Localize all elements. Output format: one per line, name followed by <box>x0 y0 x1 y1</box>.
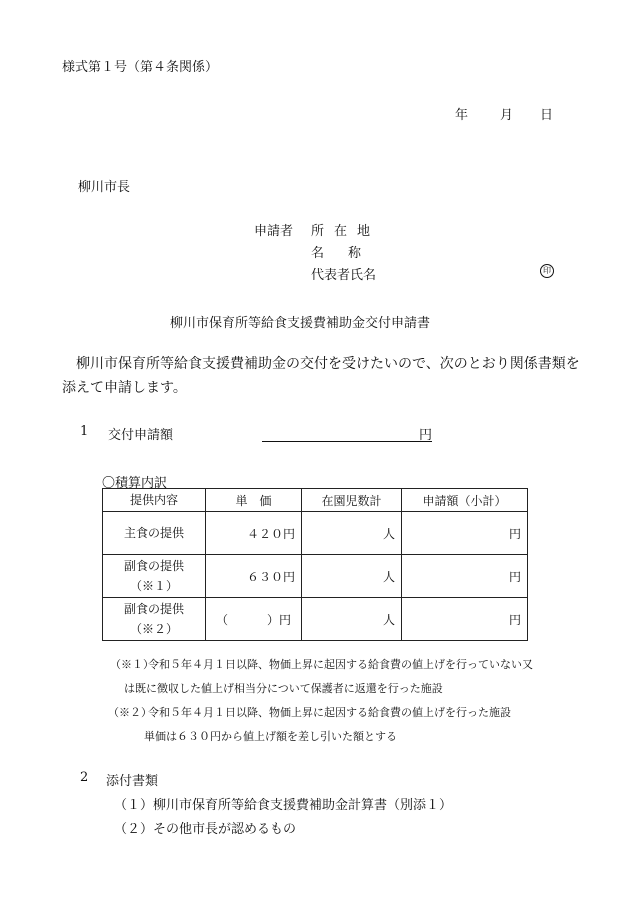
table-row <box>103 598 528 641</box>
count-unit: 人 <box>382 526 395 541</box>
addressee: 柳川市長 <box>78 180 131 195</box>
note2-mark: （※２） <box>108 706 152 719</box>
seal-icon: 印 <box>540 264 554 278</box>
header-price: 単 価 <box>206 489 302 512</box>
row-count-cell[interactable] <box>302 555 402 598</box>
address-label: 所在地 <box>311 224 381 239</box>
row-subtotal-cell[interactable] <box>402 512 528 555</box>
row-item-note: （※２） <box>129 622 178 636</box>
application-amount-field[interactable] <box>262 424 432 442</box>
form-number: 様式第１号（第４条関係） <box>62 60 219 75</box>
date-day-label: 日 <box>540 108 554 123</box>
subtotal-unit: 円 <box>508 612 521 627</box>
body-text: 柳川市保育所等給食支援費補助金の交付を受けたいので、次のとおり関係書類を添えて申請します。 <box>62 356 580 396</box>
note1-line1: 令和５年４月１日以降、物価上昇に起因する給食費の値上げを行っていない又 <box>148 658 533 671</box>
count-unit: 人 <box>382 569 395 584</box>
section1-number: 1 <box>80 424 89 439</box>
note2-line1: 令和５年４月１日以降、物価上昇に起因する給食費の値上げを行った施設 <box>148 706 511 719</box>
price-close-unit: ）円 <box>266 612 291 627</box>
section1-label: 交付申請額 <box>108 428 174 443</box>
attachment-item: （２）その他市長が認めるもの <box>114 822 297 837</box>
row-item-note: （※１） <box>129 579 178 593</box>
table-row <box>103 512 528 555</box>
note1-line2: は既に徴収した値上げ相当分について保護者に返還を行った施設 <box>124 682 443 695</box>
table-row <box>103 555 528 598</box>
price-open-paren: （ <box>216 612 229 627</box>
note1-mark: （※１） <box>110 658 154 671</box>
row-price: ４２０円 <box>206 512 302 555</box>
calculation-table <box>102 488 528 641</box>
representative-label: 代表者氏名 <box>311 268 377 283</box>
row-item <box>103 555 206 598</box>
row-item-label: 副食の提供 <box>123 559 184 573</box>
table-header-row <box>103 489 528 512</box>
header-item: 提供内容 <box>103 489 206 512</box>
section2-label: 添付書類 <box>106 774 159 789</box>
count-unit: 人 <box>382 612 395 627</box>
subtotal-unit: 円 <box>508 569 521 584</box>
row-subtotal-cell[interactable] <box>402 555 528 598</box>
applicant-label: 申請者 <box>254 224 294 239</box>
header-count: 在園児数計 <box>302 489 402 512</box>
row-price-cell[interactable] <box>206 598 302 641</box>
calculation-title: 〇積算内訳 <box>102 476 168 491</box>
row-count-cell[interactable] <box>302 512 402 555</box>
row-subtotal-cell[interactable] <box>402 598 528 641</box>
section2-number: 2 <box>80 770 89 785</box>
amount-unit: 円 <box>418 428 432 443</box>
row-price: ６３０円 <box>206 555 302 598</box>
header-subtotal: 申請額（小計） <box>402 489 528 512</box>
name-label: 名称 <box>311 246 386 261</box>
row-item <box>103 512 206 555</box>
date-month-label: 月 <box>500 108 514 123</box>
row-count-cell[interactable] <box>302 598 402 641</box>
note2-line2: 単価は６３０円から値上げ額を差し引いた額とする <box>144 730 397 743</box>
row-item-label: 副食の提供 <box>123 602 184 616</box>
row-item <box>103 598 206 641</box>
subtotal-unit: 円 <box>508 526 521 541</box>
attachment-item: （１）柳川市保育所等給食支援費補助金計算書（別添１） <box>114 798 453 813</box>
document-title: 柳川市保育所等給食支援費補助金交付申請書 <box>170 316 431 331</box>
date-year-label: 年 <box>455 108 469 123</box>
row-item-label: 主食の提供 <box>123 526 184 540</box>
